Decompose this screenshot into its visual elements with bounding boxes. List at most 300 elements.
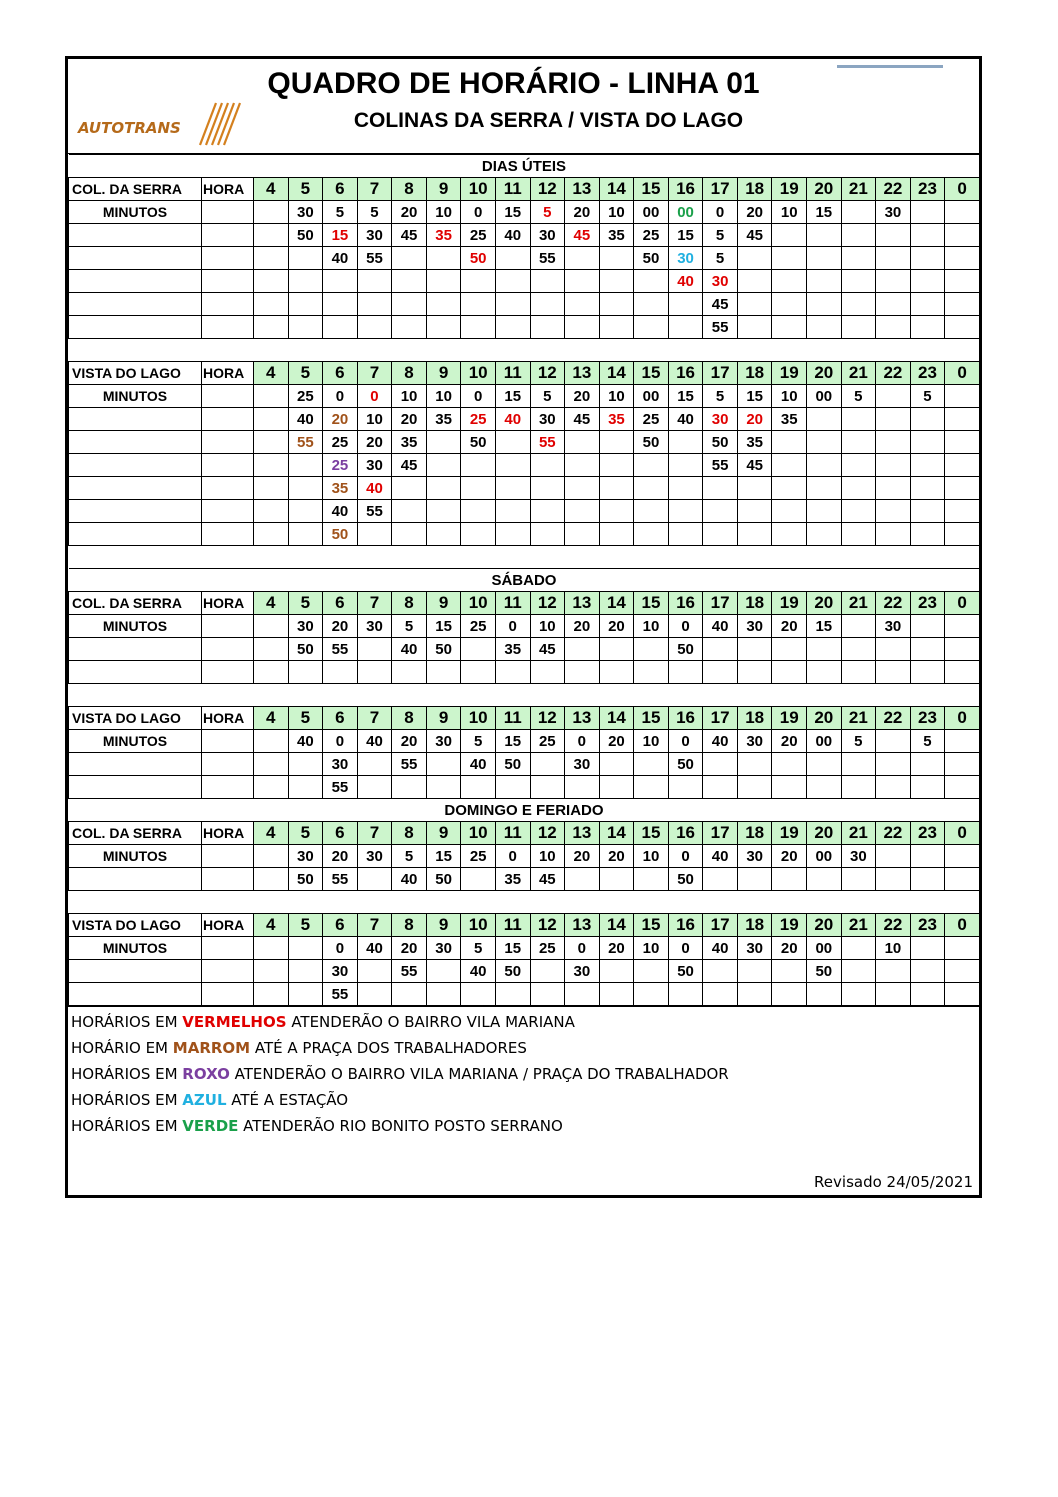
minute-cell: 55 [323,983,358,1006]
empty-label [69,477,202,500]
minute-cell: 25 [288,385,323,408]
hour-cell: 0 [945,707,980,730]
section-title: DIAS ÚTEIS [69,155,980,178]
page-title: QUADRO DE HORÁRIO - LINHA 01 [267,67,760,100]
minute-cell: 40 [668,270,703,293]
hour-cell: 18 [737,362,772,385]
minute-cell [841,224,876,247]
hour-cell: 12 [530,707,565,730]
minute-cell: 20 [772,845,807,868]
minute-cell: 5 [461,937,496,960]
minutes-row [69,224,980,247]
minute-cell [876,960,911,983]
hour-cell: 11 [495,362,530,385]
stop-name: VISTA DO LAGO [69,914,202,937]
minute-cell [392,293,427,316]
hora-empty [202,316,254,339]
minute-cell: 55 [357,500,392,523]
empty-label [69,983,202,1006]
minute-cell [634,270,669,293]
hour-cell: 23 [910,707,945,730]
minute-cell: 40 [323,247,358,270]
minute-cell [357,983,392,1006]
minute-cell [737,661,772,684]
minutes-row [69,776,980,799]
minute-cell: 40 [392,868,427,891]
minute-cell [772,247,807,270]
minute-cell: 0 [668,615,703,638]
hour-cell: 15 [634,592,669,615]
minute-cell: 20 [392,408,427,431]
minute-cell: 55 [357,247,392,270]
minute-cell: 15 [495,385,530,408]
minute-cell [254,247,289,270]
minute-cell: 50 [495,960,530,983]
minute-cell [945,661,980,684]
minute-cell [772,224,807,247]
hour-cell: 9 [426,178,461,201]
minute-cell [737,868,772,891]
minute-cell [841,615,876,638]
hour-cell: 14 [599,822,634,845]
minute-cell [461,983,496,1006]
empty-label [69,431,202,454]
hour-cell: 4 [254,914,289,937]
minute-cell [599,960,634,983]
decorative-line [837,65,943,68]
minute-cell [841,431,876,454]
hora-empty [202,385,254,408]
minute-cell: 45 [703,293,738,316]
minute-cell: 55 [323,638,358,661]
minute-cell [945,983,980,1006]
minute-cell [910,960,945,983]
minute-cell [876,730,911,753]
minute-cell: 10 [634,615,669,638]
minute-cell [634,316,669,339]
minute-cell [254,661,289,684]
minute-cell: 15 [668,224,703,247]
minutes-row [69,730,980,753]
minute-cell [426,523,461,546]
minute-cell [565,523,600,546]
minute-cell [392,661,427,684]
minute-cell [599,270,634,293]
minute-cell: 5 [910,730,945,753]
minute-cell [461,454,496,477]
hour-cell: 17 [703,822,738,845]
minute-cell [737,270,772,293]
minute-cell: 20 [323,845,358,868]
minute-cell: 0 [461,385,496,408]
hour-cell: 12 [530,362,565,385]
minute-cell [945,960,980,983]
minute-cell [495,661,530,684]
minute-cell [841,983,876,1006]
legend-color-word: MARROM [172,1039,251,1057]
minute-cell [634,960,669,983]
minute-cell [288,776,323,799]
minute-cell [910,661,945,684]
minute-cell [668,500,703,523]
minute-cell: 10 [634,730,669,753]
minute-cell [530,270,565,293]
minute-cell [599,316,634,339]
minute-cell [530,776,565,799]
minute-cell [634,661,669,684]
minute-cell [254,983,289,1006]
minute-cell [807,316,842,339]
minute-cell: 20 [392,201,427,224]
hour-cell: 9 [426,362,461,385]
minute-cell [668,983,703,1006]
minute-cell [807,454,842,477]
minute-cell [910,270,945,293]
minute-cell: 50 [461,247,496,270]
minute-cell [599,500,634,523]
minute-cell: 45 [530,868,565,891]
minute-cell [599,983,634,1006]
minute-cell [426,776,461,799]
legend-line [71,1113,979,1139]
minute-cell: 10 [392,385,427,408]
hour-cell: 21 [841,592,876,615]
hour-cell: 5 [288,914,323,937]
minute-cell: 10 [876,937,911,960]
minute-cell [495,247,530,270]
minute-cell [495,316,530,339]
minute-cell [876,523,911,546]
minute-cell [254,753,289,776]
minute-cell [530,316,565,339]
hour-cell: 0 [945,362,980,385]
minute-cell: 30 [357,845,392,868]
minute-cell [357,776,392,799]
minute-cell [876,753,911,776]
minute-cell: 15 [495,937,530,960]
minute-cell: 40 [461,960,496,983]
hour-cell: 0 [945,822,980,845]
minute-cell [910,224,945,247]
hour-cell: 15 [634,178,669,201]
minute-cell: 30 [737,730,772,753]
minute-cell [288,293,323,316]
minutos-label: MINUTOS [69,201,202,224]
minute-cell [772,776,807,799]
minute-cell: 30 [288,845,323,868]
minute-cell [945,523,980,546]
minute-cell [910,615,945,638]
legend-text: HORÁRIOS EM [71,1065,183,1083]
minute-cell [495,983,530,1006]
minute-cell [254,431,289,454]
minute-cell [807,293,842,316]
minute-cell [910,454,945,477]
minute-cell [254,845,289,868]
minute-cell [841,661,876,684]
minute-cell: 45 [392,224,427,247]
minute-cell: 10 [599,201,634,224]
minute-cell: 15 [807,615,842,638]
minutes-row [69,845,980,868]
minute-cell [703,477,738,500]
minute-cell [495,270,530,293]
minute-cell [599,661,634,684]
minute-cell [668,523,703,546]
minute-cell [668,293,703,316]
minute-cell [807,270,842,293]
hour-cell: 8 [392,362,427,385]
minute-cell: 30 [737,937,772,960]
logo-text: AUTOTRANS [78,119,181,137]
minute-cell: 40 [357,730,392,753]
minutes-row [69,523,980,546]
minute-cell: 30 [876,201,911,224]
spacer-row [69,684,980,707]
minute-cell [254,960,289,983]
minute-cell: 55 [323,868,358,891]
minute-cell [392,247,427,270]
hour-cell: 13 [565,362,600,385]
minute-cell: 00 [668,201,703,224]
hour-cell: 15 [634,707,669,730]
minute-cell [392,270,427,293]
minute-cell: 35 [495,868,530,891]
hour-cell: 5 [288,707,323,730]
hora-empty [202,431,254,454]
minute-cell [634,523,669,546]
minute-cell [565,477,600,500]
empty-label [69,661,202,684]
hora-label: HORA [202,592,254,615]
minutes-row [69,270,980,293]
minute-cell: 0 [703,201,738,224]
hour-header-row [69,822,980,845]
empty-label [69,224,202,247]
minute-cell: 50 [668,753,703,776]
minute-cell [841,408,876,431]
minute-cell: 30 [357,615,392,638]
minute-cell [254,270,289,293]
hora-empty [202,500,254,523]
minute-cell [599,454,634,477]
hour-cell: 23 [910,178,945,201]
minute-cell [910,523,945,546]
minute-cell: 55 [703,316,738,339]
minute-cell [841,201,876,224]
minute-cell [565,638,600,661]
header [68,59,979,154]
minute-cell [599,523,634,546]
empty-label [69,960,202,983]
minute-cell [807,776,842,799]
hora-empty [202,845,254,868]
minute-cell: 55 [392,753,427,776]
hour-cell: 6 [323,362,358,385]
minute-cell: 25 [634,224,669,247]
minute-cell [737,776,772,799]
minutes-row [69,937,980,960]
legend-text: HORÁRIOS EM [71,1117,183,1135]
hora-empty [202,615,254,638]
hour-cell: 7 [357,914,392,937]
hour-header-row [69,914,980,937]
minute-cell [668,431,703,454]
hour-cell: 5 [288,822,323,845]
minute-cell: 35 [599,408,634,431]
minute-cell [945,224,980,247]
minutes-row [69,661,980,684]
minute-cell [634,477,669,500]
minute-cell: 00 [807,730,842,753]
minute-cell [565,983,600,1006]
hour-cell: 11 [495,914,530,937]
minute-cell [426,500,461,523]
hora-label: HORA [202,178,254,201]
minute-cell: 0 [565,937,600,960]
minute-cell [668,776,703,799]
minute-cell [426,293,461,316]
minute-cell [807,431,842,454]
minute-cell: 40 [357,937,392,960]
minute-cell [392,477,427,500]
minute-cell [703,983,738,1006]
minute-cell: 5 [703,385,738,408]
minute-cell [565,454,600,477]
hour-cell: 13 [565,707,600,730]
minute-cell: 55 [530,431,565,454]
minute-cell [945,638,980,661]
minute-cell [841,776,876,799]
minute-cell [357,293,392,316]
minute-cell [703,960,738,983]
minute-cell: 40 [703,845,738,868]
minute-cell [841,937,876,960]
hour-cell: 0 [945,592,980,615]
minute-cell [668,454,703,477]
autotrans-logo [76,99,246,149]
minute-cell [634,638,669,661]
minute-cell: 45 [737,454,772,477]
hour-cell: 0 [945,178,980,201]
minute-cell [392,983,427,1006]
minute-cell [530,661,565,684]
minute-cell [910,776,945,799]
minute-cell [254,454,289,477]
hour-cell: 6 [323,178,358,201]
minutes-row [69,431,980,454]
minute-cell [461,293,496,316]
minute-cell: 5 [323,201,358,224]
minute-cell [703,523,738,546]
hour-cell: 8 [392,592,427,615]
minute-cell [254,224,289,247]
spacer-cell [69,891,980,914]
minute-cell [599,868,634,891]
minute-cell: 25 [634,408,669,431]
minute-cell: 5 [910,385,945,408]
hour-cell: 15 [634,914,669,937]
minute-cell [910,983,945,1006]
minute-cell: 50 [634,431,669,454]
minute-cell: 20 [392,730,427,753]
hour-cell: 8 [392,707,427,730]
minute-cell [910,316,945,339]
minute-cell: 20 [357,431,392,454]
minute-cell [876,868,911,891]
legend-line [71,1087,979,1113]
hour-cell: 21 [841,914,876,937]
spacer-cell [69,339,980,362]
hour-cell: 9 [426,822,461,845]
minute-cell [461,868,496,891]
hour-cell: 17 [703,362,738,385]
hour-cell: 11 [495,592,530,615]
legend-text: HORÁRIOS EM [71,1013,183,1031]
minute-cell [737,960,772,983]
minute-cell [288,523,323,546]
minute-cell: 30 [737,845,772,868]
hour-cell: 13 [565,822,600,845]
hour-cell: 21 [841,178,876,201]
minute-cell [910,845,945,868]
minute-cell: 20 [737,201,772,224]
hour-cell: 19 [772,707,807,730]
spacer-row [69,546,980,569]
minute-cell [634,983,669,1006]
minute-cell [910,868,945,891]
minute-cell: 25 [530,730,565,753]
minute-cell [461,776,496,799]
minute-cell [772,638,807,661]
minute-cell [945,868,980,891]
minute-cell [530,500,565,523]
hour-cell: 22 [876,592,911,615]
minute-cell: 35 [772,408,807,431]
hora-label: HORA [202,362,254,385]
hour-cell: 17 [703,178,738,201]
minute-cell [426,661,461,684]
minute-cell [945,408,980,431]
minute-cell [945,385,980,408]
hour-cell: 20 [807,178,842,201]
minute-cell [530,753,565,776]
minute-cell [254,316,289,339]
minute-cell: 45 [737,224,772,247]
minute-cell [530,523,565,546]
minute-cell [565,316,600,339]
minute-cell [254,408,289,431]
minute-cell [392,500,427,523]
minute-cell: 50 [634,247,669,270]
minute-cell [841,500,876,523]
hour-cell: 19 [772,592,807,615]
minute-cell [288,454,323,477]
hour-cell: 21 [841,707,876,730]
minute-cell [876,661,911,684]
hour-cell: 19 [772,178,807,201]
hour-cell: 16 [668,914,703,937]
minute-cell [254,523,289,546]
minute-cell [945,937,980,960]
minute-cell: 30 [288,201,323,224]
hora-empty [202,753,254,776]
minute-cell: 30 [530,408,565,431]
legend-color-word: ROXO [182,1065,230,1083]
minute-cell [772,983,807,1006]
minute-cell [495,776,530,799]
minute-cell: 0 [668,937,703,960]
